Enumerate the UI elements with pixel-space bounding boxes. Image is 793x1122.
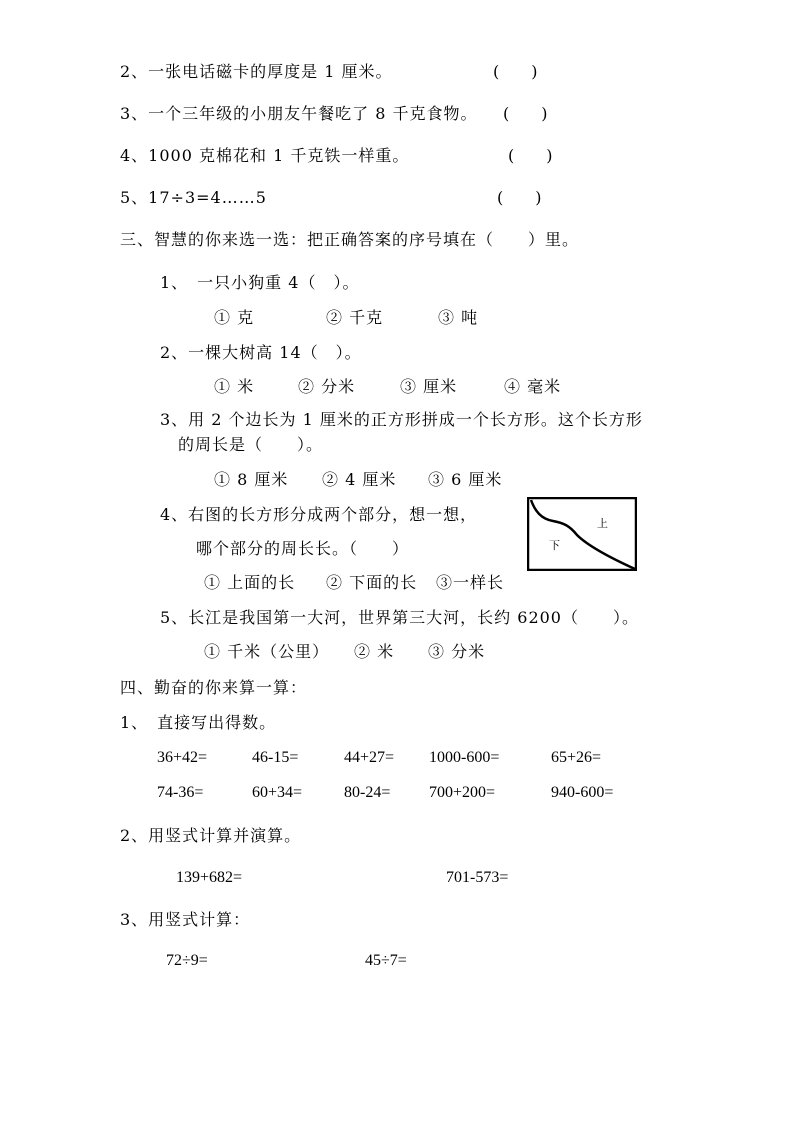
option: ① 米 — [214, 377, 255, 396]
calc-item: 65+26= — [551, 749, 602, 766]
label-lower: 下 — [549, 539, 560, 552]
calc-item: 74-36= — [157, 784, 204, 801]
section-heading-choose: 三、智慧的你来选一选：把正确答案的序号填在（ ）里。 — [120, 230, 580, 249]
calc-item: 139+682= — [176, 869, 243, 886]
label-upper: 上 — [597, 517, 608, 530]
divided-rectangle-figure — [527, 497, 637, 571]
calc-item: 45÷7= — [365, 952, 407, 969]
option: ④ 毫米 — [504, 377, 562, 396]
judge-item-3: 3、一个三年级的小朋友午餐吃了 8 千克食物。 — [120, 104, 478, 123]
option: ① 上面的长 — [204, 573, 296, 592]
choose-q4-line1: 4、右图的长方形分成两个部分，想一想， — [160, 505, 478, 524]
calc-item: 44+27= — [344, 749, 395, 766]
choose-q4-line2: 哪个部分的周长长。（ ） — [196, 539, 410, 558]
option: ① 千米（公里） — [204, 642, 330, 661]
choose-q3-line1: 3、用 2 个边长为 1 厘米的正方形拼成一个长方形。这个长方形 — [160, 410, 643, 429]
judge-item-5: 5、17÷3=4……5 — [120, 188, 267, 207]
answer-blank[interactable]: ( ) — [503, 104, 548, 123]
calc-item: 1000-600= — [429, 749, 500, 766]
compute-part3-title: 3、用竖式计算： — [120, 910, 251, 929]
calc-item: 940-600= — [551, 784, 614, 801]
answer-blank[interactable]: ( ) — [497, 188, 542, 207]
dividing-curve — [531, 500, 635, 569]
option: ③ 吨 — [438, 308, 479, 327]
choose-q5: 5、长江是我国第一大河，世界第三大河，长约 6200（ ）。 — [160, 608, 639, 627]
calc-item: 46-15= — [252, 749, 299, 766]
choose-q2: 2、一棵大树高 14（ ）。 — [160, 343, 362, 362]
option: ② 分米 — [298, 377, 356, 396]
judge-item-2: 2、一张电话磁卡的厚度是 1 厘米。 — [120, 62, 393, 81]
choose-q1: 1、 一只小狗重 4（ ）。 — [160, 273, 360, 292]
calc-item: 60+34= — [252, 784, 303, 801]
calc-item: 701-573= — [446, 869, 509, 886]
section-heading-compute: 四、勤奋的你来算一算： — [120, 678, 308, 697]
option: ③ 6 厘米 — [428, 470, 503, 489]
option: ② 下面的长 — [326, 573, 418, 592]
calc-item: 36+42= — [157, 749, 208, 766]
compute-part2-title: 2、用竖式计算并演算。 — [120, 826, 302, 845]
option: ③一样长 — [436, 573, 505, 592]
rectangle-outline — [528, 498, 636, 570]
calc-item: 700+200= — [429, 784, 496, 801]
answer-blank[interactable]: ( ) — [493, 62, 538, 81]
option: ① 克 — [214, 308, 255, 327]
choose-q3-line2: 的周长是（ ）。 — [178, 435, 324, 454]
option: ② 千克 — [326, 308, 384, 327]
answer-blank[interactable]: ( ) — [508, 146, 553, 165]
calc-item: 80-24= — [344, 784, 391, 801]
option: ② 4 厘米 — [322, 470, 397, 489]
option: ③ 厘米 — [400, 377, 458, 396]
judge-item-4: 4、1000 克棉花和 1 千克铁一样重。 — [120, 146, 410, 165]
option: ③ 分米 — [428, 642, 486, 661]
option: ① 8 厘米 — [214, 470, 289, 489]
compute-part1-title: 1、 直接写出得数。 — [120, 713, 277, 732]
option: ② 米 — [354, 642, 395, 661]
calc-item: 72÷9= — [166, 952, 208, 969]
